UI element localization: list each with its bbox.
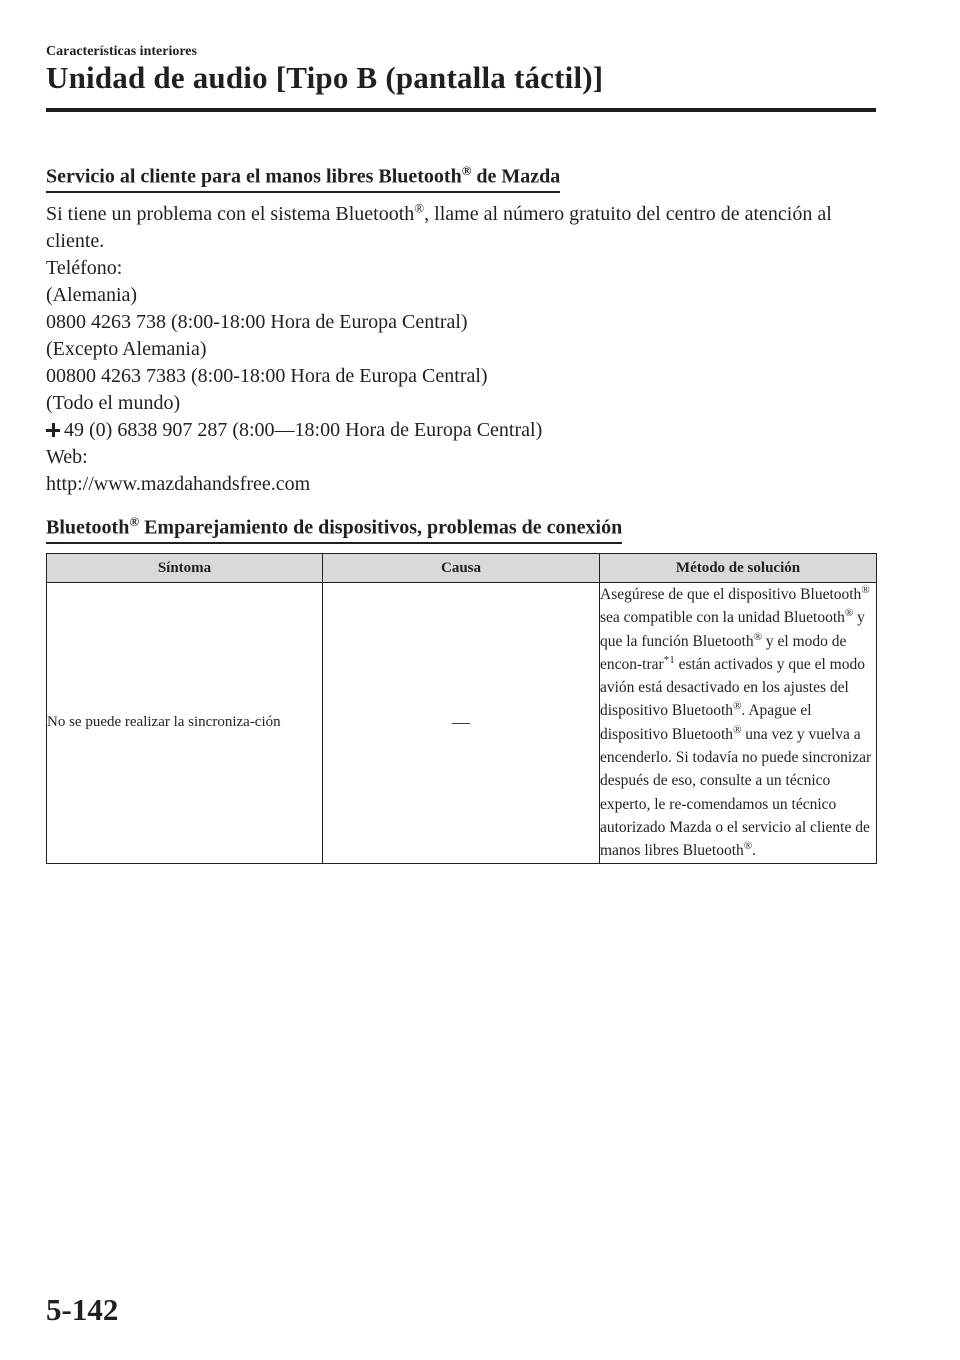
plus-icon bbox=[46, 423, 60, 437]
solution-cell: Asegúrese de que el dispositivo Bluetooth® sea compatible con la unidad Bluetooth® y que la función Bluetooth® y el modo de encon-trar$^{*1}$ están activados y que el modo avión está desactivado en los ajustes del dispositivo Bluetooth®. Apague el dispositivo Bluetooth® una vez y vuelva a encenderlo. Si todavía no puede sincronizar después de eso, consulte a un técnico experto, le re-comendamos un técnico autorizado Mazda o el servicio al cliente de manos libres Bluetooth®. bbox=[600, 583, 877, 864]
registered-mark: ® bbox=[129, 514, 140, 529]
symptom-cell: No se puede realizar la sincroniza-ción bbox=[47, 583, 323, 864]
section-heading-customer-service: Servicio al cliente para el manos libres Bluetooth® de Mazda bbox=[46, 163, 560, 193]
phone-label: Teléfono: bbox=[46, 257, 123, 279]
registered-mark: ® bbox=[414, 200, 425, 216]
germany-phone-number: 0800 4263 738 (8:00-18:00 Hora de Europa Central) bbox=[46, 311, 468, 333]
table-row bbox=[47, 583, 877, 864]
customer-service-text bbox=[46, 201, 866, 498]
footnote-marker: *1 bbox=[663, 653, 675, 666]
worldwide-label: (Todo el mundo) bbox=[46, 392, 181, 414]
section-heading-pairing-problems: Bluetooth® Emparejamiento de dispositivos, problemas de conexión bbox=[46, 514, 622, 544]
except-germany-label: (Excepto Alemania) bbox=[46, 338, 207, 360]
registered-mark: ® bbox=[861, 583, 870, 596]
registered-mark: ® bbox=[461, 163, 472, 178]
chapter-label: Características interiores bbox=[46, 44, 197, 59]
column-header-cause: Causa bbox=[323, 554, 600, 583]
troubleshooting-table bbox=[46, 553, 877, 864]
web-url: http://www.mazdahandsfree.com bbox=[46, 473, 311, 495]
title-divider bbox=[46, 108, 876, 112]
registered-mark: ® bbox=[743, 840, 753, 853]
cause-cell: ― bbox=[323, 583, 600, 864]
registered-mark: ® bbox=[753, 630, 763, 643]
page-number: 5-142 bbox=[46, 1292, 119, 1327]
germany-label: (Alemania) bbox=[46, 284, 138, 306]
worldwide-phone-number: 49 (0) 6838 907 287 (8:00―18:00 Hora de Europa Central) bbox=[46, 417, 866, 444]
registered-mark: ® bbox=[844, 607, 854, 620]
table-header-row bbox=[47, 554, 877, 583]
registered-mark: ® bbox=[733, 723, 742, 736]
column-header-symptom: Síntoma bbox=[47, 554, 323, 583]
intro-paragraph: Si tiene un problema con el sistema Bluetooth®, llame al número gratuito del centro de atención al cliente. bbox=[46, 200, 832, 252]
web-label: Web: bbox=[46, 446, 88, 468]
column-header-solution: Método de solución bbox=[600, 554, 877, 583]
registered-mark: ® bbox=[733, 700, 742, 713]
except-germany-phone-number: 00800 4263 7383 (8:00-18:00 Hora de Europa Central) bbox=[46, 365, 488, 387]
page-title: Unidad de audio [Tipo B (pantalla táctil)] bbox=[46, 60, 604, 95]
